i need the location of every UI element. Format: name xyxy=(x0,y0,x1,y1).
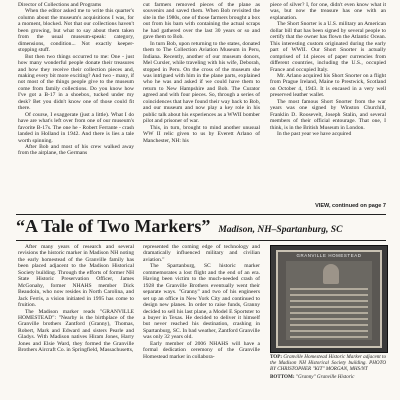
marker-text-line xyxy=(290,306,368,308)
marker-text-line xyxy=(290,330,368,332)
article-headline xyxy=(16,216,386,238)
article-column-middle xyxy=(143,244,260,360)
paragraph: The Madison marker reads "GRANVILLE HOMESTEAD": "Nearby is the birthplace of the Granville brothers Zantford (Granny), Thomas, Robert, Mark and Edward and sisters Pearle and Gladys. With Madison natives Hiram Jones, Harry Jones and Elsie Ward, they formed the Granville Brothers Aircraft Co. in Springfield, Massachusetts, xyxy=(18,308,134,354)
marker-text-line xyxy=(290,318,368,320)
column-right-top xyxy=(270,2,386,138)
paragraph: After many years of research and several revisions the historic marker in Madison NH noting the early homestead of the Granville family has been placed adjacent to the Madison Historical Society building. Through the efforts of former NH State Historic Preservation Officer, James McGonahy, former NHAHS member Dick Beaudoin, who now resides in North Carolina, and Jack Ferris, a vision initiated in 1995 has come to fruition. xyxy=(18,244,134,309)
section-divider xyxy=(16,214,386,215)
marker-text-line xyxy=(290,294,368,296)
marker-text-line xyxy=(290,324,368,326)
marker-text-line xyxy=(290,336,368,338)
article-dateline: Madison, NH–Spartanburg, SC xyxy=(218,225,343,235)
paragraph: The Short Snorter is a U.S. military an American dollar bill that has been signed by several people to certify that the owner has flown the Atlantic Ocean. This interesting custom originated during the early part of WWII. Our Short Snorter is actually comprised of 14 pieces of paper currencies from different countries, including the U.S., occupied France and occupied Italy. xyxy=(270,21,386,73)
paragraph: In the past year we have acquired xyxy=(277,131,352,138)
paragraph: The most famous Short Snorter from the war years was one signed by Winston Churchill, Franklin D. Roosevelt, Joseph Stalin, and several members of their official entourage. That one, I think, is in the British Museum in London. xyxy=(270,98,386,131)
paragraph: Early member of 2006 NHAHS will have a formal dedication ceremony of the Granville Homestead marker in collabora- xyxy=(143,340,260,360)
headline-divider xyxy=(16,240,386,241)
byline-fragment: Director of Collections and Programs xyxy=(18,2,102,8)
caption-bottom-label: BOTTOM: xyxy=(270,374,295,380)
paragraph: After Bob and most of his crew walked away from the airplane, the Germans xyxy=(18,143,134,157)
column-middle-top xyxy=(143,2,260,144)
caption-top-text: Granville Homestead Historic Marker adjacent to the Madison NH Historical Society building. PHOTO BY CHRISTOPHER "KIT" MORGAN, MHS/NT xyxy=(270,354,387,372)
marker-sign-heading: GRANVILLE HOMESTEAD xyxy=(296,253,362,258)
paragraph: cut farmers removed pieces of the plane as souvenirs and saved them. When Bob revisited the site in the 1980s, one of those farmers brought a box out from his barn with containing the actual scraps he had gathered over the last 30 years or so and gave them to Bob. xyxy=(143,2,260,41)
marker-photo xyxy=(270,245,388,353)
caption-top-label: TOP: xyxy=(270,354,283,360)
continued-link[interactable]: VIEW, continued on page 7 xyxy=(315,203,386,209)
paragraph: Of course, I exaggerate (just a little). What I do have are what's left over from one of our museum's favorite B-17s. The one he - Robert Ferrante - crash landed in Holland in 1942. And there is lies a tale worth spinning. xyxy=(18,111,134,144)
article-column-left xyxy=(18,244,134,354)
paragraph: This, in turn, brought to mind another unusual WW II relic given to us by Everett Arlano of Manchester, NH: his xyxy=(143,124,260,144)
article-title: “A Tale of Two Markers” xyxy=(16,216,211,236)
marker-text-line xyxy=(290,300,368,302)
marker-text-line xyxy=(290,312,368,314)
paragraph: In turn Bob, upon returning to the states, donated them to The Collection Aviation Museum in Peru, Indiana. Recently, another of our museum donors, Mel Cursler, while traveling with his wife, Deborah, stopped in Peru. On the cross of the museum she was intrigued with him in the plane parts, explained who he was and asked if we could have them to return to New Hampshire and Bob. The Curator agreed and with four pieces. So, through a series of coincidences that have found their way back to Bob, and our museum and now play a key role in his public talk about his experiences as a WWII bomber pilot and prisoner of war. xyxy=(143,40,260,125)
marker-text-line xyxy=(290,288,368,290)
paragraph: represented the coming edge of technology and dramatically influenced military and civilian aviation." xyxy=(143,244,260,263)
marker-frame xyxy=(276,250,382,348)
portrait-medallion xyxy=(323,264,339,284)
paragraph: piece of silver? I, for one, didn't even know what it was, but now the treasure has one with an explanation. xyxy=(270,2,386,21)
paragraph: The Spartanburg, SC historic marker commemorates a lost flight and the end of an era. Having been victim to the much-needed crash of 1928 the Granville Brothers eventually went their separate ways. "Granny" and two of his engineers set up an office in New York City and continued to design new planes. In order to raise funds, Granny decided to sell his last plane, a Model E Sportster to a buyer in Texas. He decided to deliver it himself but never reached his destination, crashing in Spartanburg, SC. In bad weather, Zantford Granville was only 32 years old. xyxy=(143,263,260,341)
paragraph: When the editor asked me to write this quarter's column about the museum's acquisitions I was, for a moment, blocked. Not that our collections haven't been growing, but what to say about them taken from the usual museum-speak: category, dimensions, condition... Not exactly keeper-stopping stuff. xyxy=(18,8,134,54)
caption-bottom-text: "Granny" Granville Historic xyxy=(295,374,355,380)
paragraph: Mr. Arlano acquired his Short Snorter on a flight from Prague Ireland, Maine to Prestwick, Scotland on October 4, 1943. It is encased in a very well preserved leather wallet. xyxy=(270,72,386,99)
photo-caption xyxy=(270,354,386,382)
paragraph: But then two things occurred to me: One - just how many wonderful people donate their treasures and how they receive their collection pieces and, making every bit more exciting? And two - many, if not most of the things people give to the museum come from family collections. Do you know how I've got a B-17 in a shoebox, tucked under my desk? Bet you didn't know one of those could fit there. xyxy=(18,53,134,112)
column-left-top xyxy=(18,2,134,157)
